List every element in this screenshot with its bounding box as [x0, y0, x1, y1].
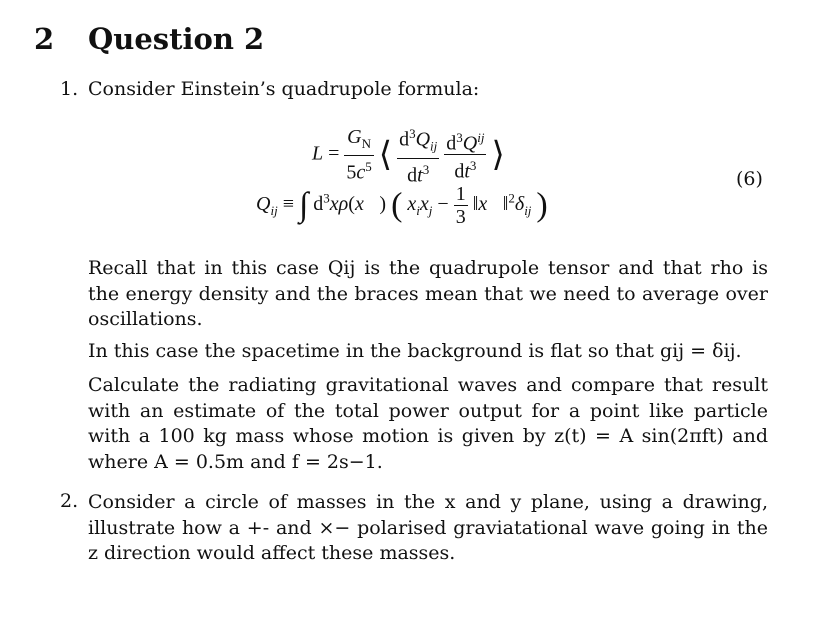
item-number-1: 1. — [60, 78, 79, 100]
item-number-2: 2. — [60, 490, 79, 512]
eq1-left-angle: ⟨ — [378, 136, 393, 174]
eq2-third: $\frac{1}{3}$ — [455, 183, 466, 228]
section-number: 2 — [34, 22, 55, 56]
eq1-lhs: L — [312, 142, 324, 165]
eq1-term2: $\frac{d^3Q^{ij}}{dt^3}$ — [444, 127, 486, 183]
item-1-intro: Consider Einstein’s quadrupole formula: — [88, 78, 480, 100]
item-1-paragraph-3: Calculate the radiating gravitational waves and compare that result with an estimate of the total power output for a point like particle with a 100 kg mass whose motion is given by z(t) = A sin(2πft) and where A = 0.5m and f = 2s−1. — [88, 374, 768, 473]
equation-number: (6) — [736, 168, 763, 190]
equation-line-1 — [312, 123, 505, 186]
eq1-right-angle: ⟩ — [491, 136, 505, 174]
eq1-equals: = — [328, 142, 345, 165]
item-2-text: Consider a circle of masses in the x and y plane, using a drawing, illustrate how a +- and ×− polarised graviatational wave going in the z direction would affect these masses. — [88, 491, 768, 564]
integral-sign: ∫ — [298, 186, 309, 224]
section-title: Question 2 — [88, 22, 265, 56]
equation-line-2: $Q_{ij}$ ≡ ∫ $d^3x\rho(x⃗)$ ( $x_ix_j$ − $\frac{1}{3}$ $‖x⃗‖^2\delta_{ij}$ ) — [256, 183, 548, 228]
item-1-paragraph-2: In this case the spacetime in the background is flat so that gij = δij. — [88, 340, 742, 362]
eq1-term1: $\frac{d^3Q_{ij}}{dt^3}$ — [397, 123, 439, 186]
item-1-paragraph-1: Recall that in this case Qij is the quadrupole tensor and that rho is the energy density and the braces mean that we need to average over oscillations. — [88, 257, 768, 330]
eq1-prefactor: $\frac{G_N}{5c^5}$ — [346, 125, 372, 184]
